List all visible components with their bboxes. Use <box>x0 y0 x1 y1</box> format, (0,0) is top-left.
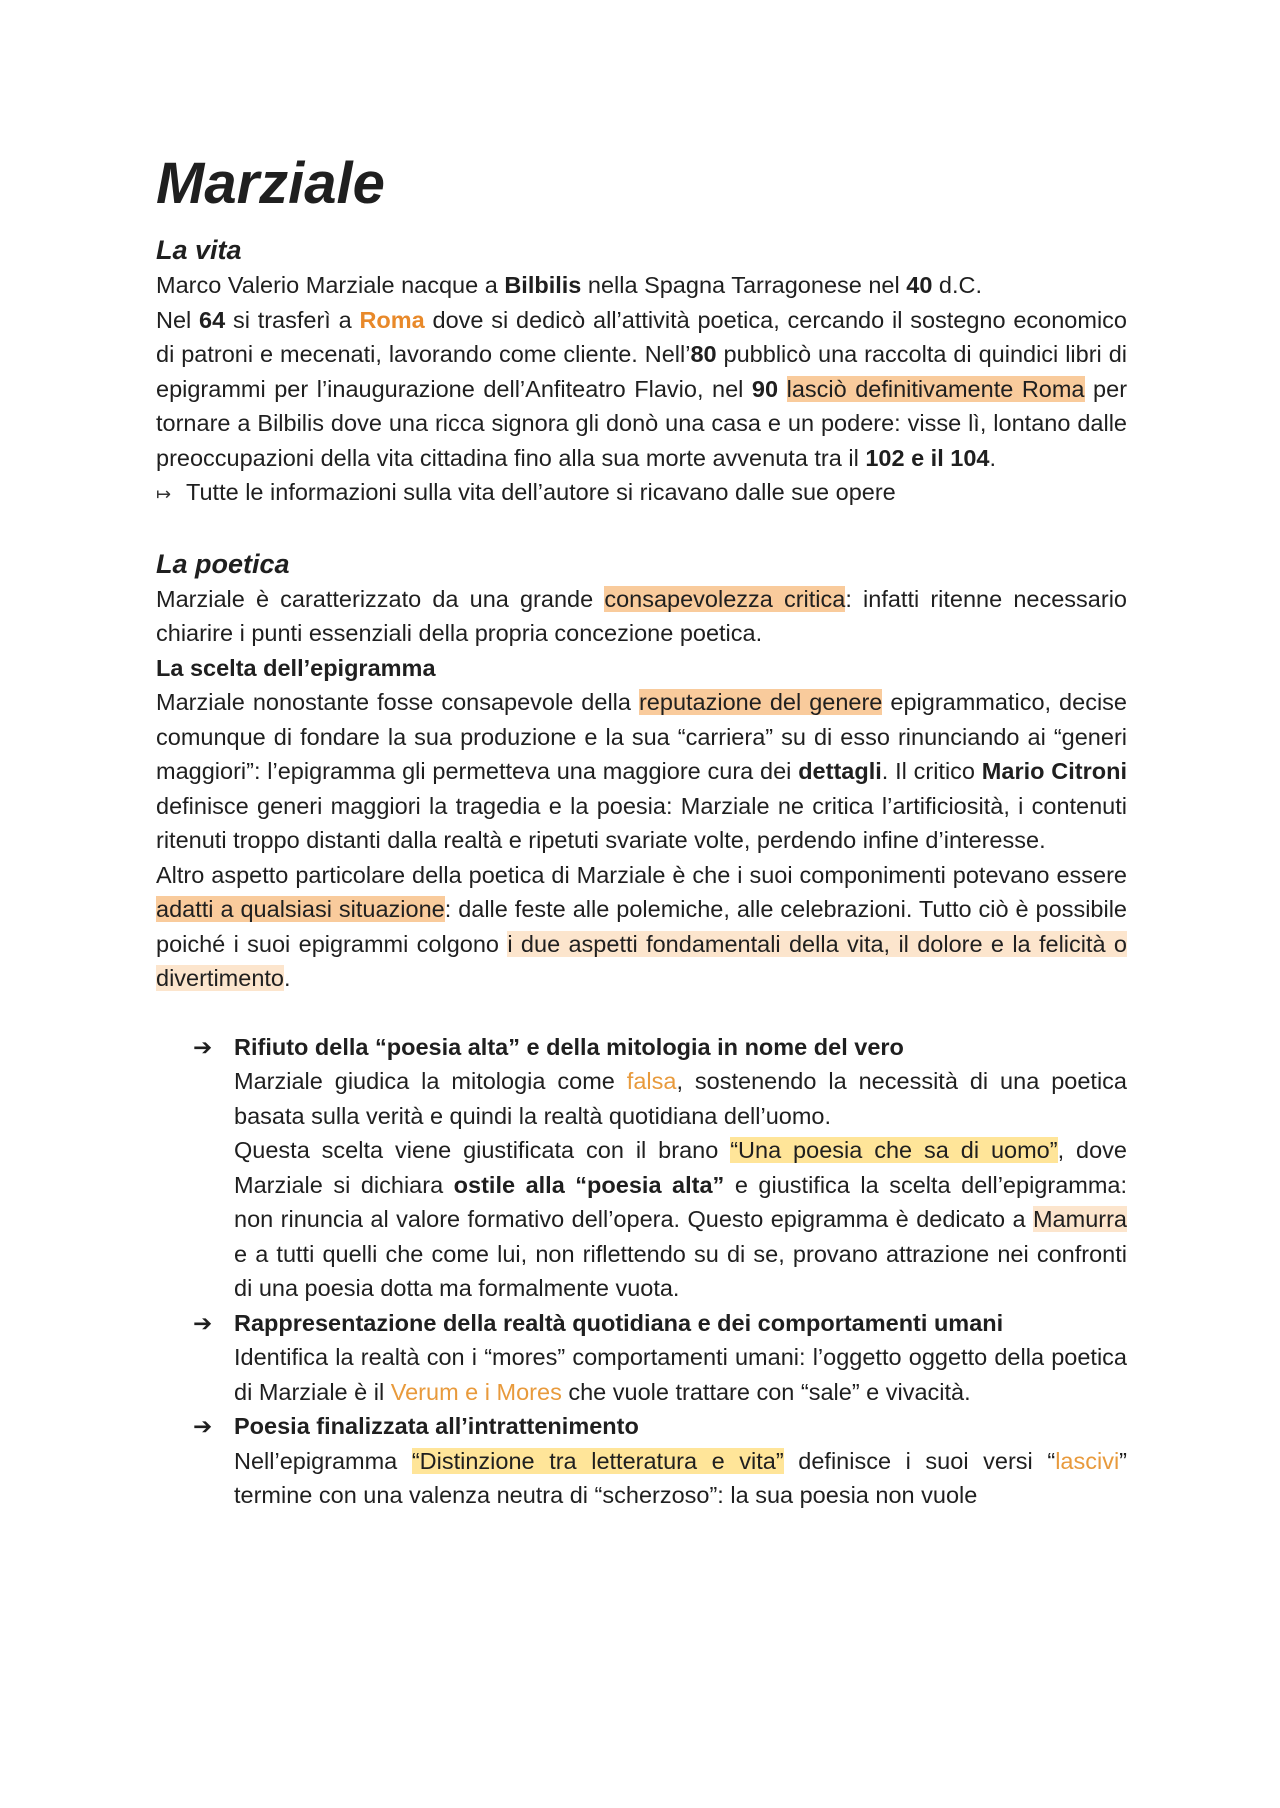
highlight-lascio-roma: lasciò definitivamente Roma <box>786 375 1085 402</box>
section-vita <box>156 232 1127 512</box>
item-paragraph: Marziale giudica la mitologia come falsa, sostenendo la necessità di una poetica basata sulla verità e quindi la realtà quotidiana dell’uomo. <box>234 1068 1127 1129</box>
bold-mario-citroni: Mario Citroni <box>981 758 1127 784</box>
item-paragraph: Identifica la realtà con i “mores” comportamenti umani: l’oggetto oggetto della poetica di Marziale è il Verum e i Mores che vuole trattare con “sale” e vivacità. <box>234 1344 1127 1405</box>
document-title: Marziale <box>156 151 385 216</box>
arrow-bullet-icon: ➔ <box>193 1413 213 1439</box>
highlight-una-poesia: “Una poesia che sa di uomo” <box>730 1137 1058 1163</box>
bold-40: 40 <box>906 272 933 298</box>
note-line <box>156 475 1127 512</box>
bold-80: 80 <box>690 341 717 367</box>
item-title: Rappresentazione della realtà quotidiana e dei comportamenti umani <box>234 1309 1004 1336</box>
highlight-due-aspetti: i due aspetti fondamentali della vita, il dolore e la felicità o divertimento <box>156 930 1127 991</box>
paragraph-poetica-3: Altro aspetto particolare della poetica di Marziale è che i suoi componimenti potevano essere adatti a qualsiasi situazione: dalle feste alle polemiche, alle celebrazioni. Tutto ciò è possibile poiché i suoi epigrammi colgono i due aspetti fondamentali della vita, il dolore e la felicità o divertimento. <box>156 861 1127 991</box>
paragraph-poetica-2: Marziale nonostante fosse consapevole della reputazione del genere epigrammatico, decise comunque di fondare la sua produzione e la sua “carriera” su di esso rinunciando ai “generi maggiori”: l’epigramma gli permetteva una maggiore cura dei dettagli. Il critico Mario Citroni definisce generi maggiori la tragedia e la poesia: Marziale ne critica l’artificiosità, i contenuti ritenuti troppo distanti dalla realtà e ripetuti svariate volte, perdendo infine d’interesse. <box>156 689 1127 853</box>
highlight-adatti: adatti a qualsiasi situazione <box>156 896 445 922</box>
paragraph-vita-2: Nel 64 si trasferì a Roma dove si dedicò all’attività poetica, cercando il sostegno economico di patroni e mecenati, lavorando come cliente. Nell’80 pubblicò una raccolta di quindici libri di epigrammi per l’inaugurazione dell’Anfiteatro Flavio, nel 90 lasciò definitivamente Roma per tornare a Bilbilis dove una ricca signora gli donò una casa e un podere: visse lì, lontano dalle preoccupazioni della vita cittadina fino alla sua morte avvenuta tra il 102 e il 104. <box>156 306 1128 471</box>
bold-bilbilis: Bilbilis <box>504 272 582 298</box>
highlight-distinzione: “Distinzione tra letteratura e vita” <box>411 1447 784 1474</box>
list-item <box>156 1306 1127 1410</box>
bold-64: 64 <box>199 306 226 333</box>
heading-la-vita: La vita <box>156 235 242 265</box>
orange-falsa: falsa <box>626 1068 677 1094</box>
note-text: Tutte le informazioni sulla vita dell’autore si ricavano dalle sue opere <box>186 479 896 505</box>
bold-102-104: 102 e il 104 <box>865 444 990 471</box>
arrow-bullet-icon: ➔ <box>193 1033 213 1060</box>
highlight-reputazione: reputazione del genere <box>638 689 883 715</box>
paragraph-vita-1: Marco Valerio Marziale nacque a Bilbilis nella Spagna Tarragonese nel 40 d.C. <box>156 272 983 298</box>
list-item <box>156 1030 1127 1306</box>
bold-dettagli: dettagli <box>798 758 882 784</box>
item-title: Rifiuto della “poesia alta” e della mitologia in nome del vero <box>234 1033 904 1060</box>
orange-roma: Roma <box>359 306 425 333</box>
list-item <box>156 1409 1127 1513</box>
key-points-list <box>156 1030 1127 1513</box>
item-paragraph: Nell’epigramma “Distinzione tra letteratura e vita” definisce i suoi versi “lascivi” termine con una valenza neutra di “scherzoso”: la sua poesia non vuole <box>234 1447 1127 1508</box>
highlight-mamurra: Mamurra <box>1032 1206 1127 1232</box>
bold-ostile: ostile alla “poesia alta” <box>453 1171 725 1198</box>
orange-verum-mores: Verum e i Mores <box>390 1378 562 1405</box>
paragraph-poetica-1: Marziale è caratterizzato da una grande consapevolezza critica: infatti ritenne necessario chiarire i punti essenziali della propria concezione poetica. <box>156 585 1127 646</box>
section-poetica <box>156 546 1127 996</box>
subheading-epigramma: La scelta dell’epigramma <box>156 654 436 681</box>
highlight-consapevolezza: consapevolezza critica <box>604 585 846 612</box>
arrow-bullet-icon: ➔ <box>193 1309 213 1336</box>
arrow-icon: ↦ <box>156 484 172 504</box>
orange-lascivi: lascivi <box>1055 1447 1120 1474</box>
item-title: Poesia finalizzata all’intrattenimento <box>234 1413 639 1439</box>
bold-90: 90 <box>751 375 779 402</box>
item-paragraph: Questa scelta viene giustificata con il brano “Una poesia che sa di uomo”, dove Marziale si dichiara ostile alla “poesia alta” e giustifica la scelta dell’epigramma: non rinuncia al valore formativo dell’opera. Questo epigramma è dedicato a Mamurra e a tutti quelli che come lui, non riflettendo su di se, provano attrazione nei confronti di una poesia dotta ma formalmente vuota. <box>234 1137 1128 1301</box>
heading-la-poetica: La poetica <box>156 548 290 579</box>
